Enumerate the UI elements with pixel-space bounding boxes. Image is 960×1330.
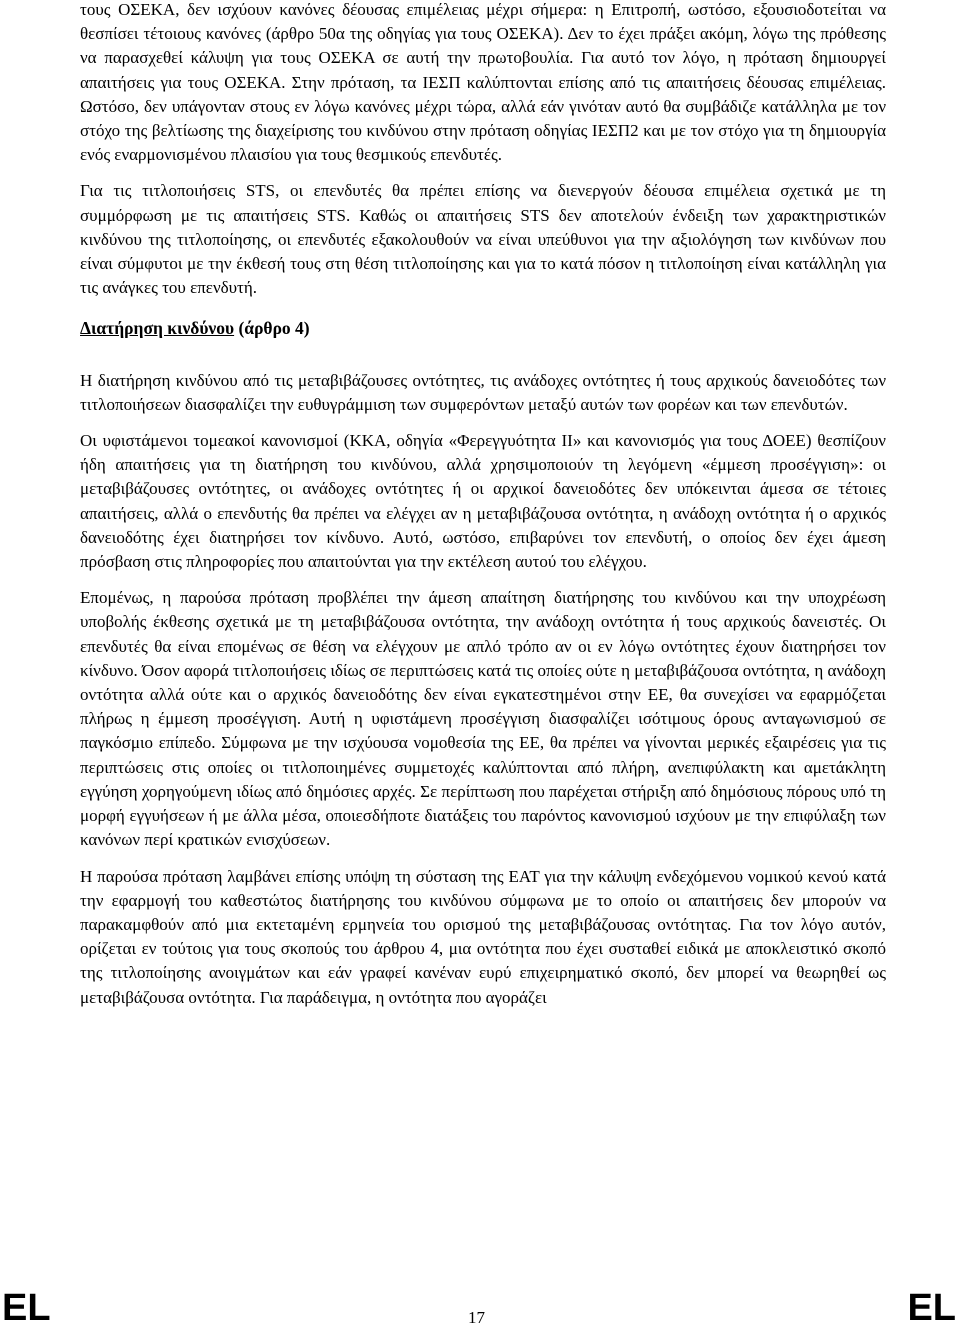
footer-language-right: EL xyxy=(907,1287,956,1329)
footer-language-left: EL xyxy=(2,1287,51,1329)
paragraph: Για τις τιτλοποιήσεις STS, οι επενδυτές θα πρέπει επίσης να διενεργούν δέουσα επιμέλεια σχετικά με τη συμμόρφωση με τις απαιτήσεις STS. Καθώς οι απαιτήσεις STS δεν αποτελούν ένδειξη των χαρακτηριστικών κινδύνου της τιτλοποίησης, οι επενδυτές εξακολουθούν να είναι υπεύθυνοι για την αξιολόγηση των κινδύνων που είναι σύμφυτοι με την έκθεσή τους στη θέση τιτλοποίησης και για το κατά πόσον η τιτλοποίηση είναι κατάλληλη για τις ανάγκες του επενδυτή. xyxy=(80,181,886,298)
paragraph: Η διατήρηση κινδύνου από τις μεταβιβάζουσες οντότητες, τις ανάδοχες οντότητες ή τους αρχικούς δανειοδότες των τιτλοποιήσεων διασφαλίζει την ευθυγράμμιση των συμφερόντων μεταξύ αυτών των φορέων και των επενδυτών. xyxy=(80,370,886,414)
section-heading-title: Διατήρηση κινδύνου xyxy=(80,318,235,339)
paragraph: Οι υφιστάμενοι τομεακοί κανονισμοί (ΚΚΑ, οδηγία «Φερεγγυότητα ΙΙ» και κανονισμός για τους ΔΟΕΕ) θεσπίζουν ήδη απαιτήσεις για τη διατήρηση του κινδύνου, αλλά χρησιμοποιούν τη λεγόμενη «έμμεση προσέγγιση»: οι μεταβιβάζουσες οντότητες, οι ανάδοχες οντότητες ή οι αρχικοί δανειοδότες δεν υπόκεινται άμεσα σε τέτοιες απαιτήσεις, αλλά ο επενδυτής θα πρέπει να ελέγχει αν η μεταβιβάζουσα οντότητα, η ανάδοχη οντότητα ή ο αρχικός δανειοδότης έχει διατηρήσει τον κίνδυνο. Αυτό, ωστόσο, επιβαρύνει τον επενδυτή, ο οποίος δεν έχει άμεση πρόσβαση στις πληροφορίες που απαιτούνται για την εκτέλεση αυτού του ελέγχου. xyxy=(80,431,886,572)
paragraph: Η παρούσα πρόταση λαμβάνει επίσης υπόψη τη σύσταση της ΕΑΤ για την κάλυψη ενδεχόμενου νομικού κενού κατά την εφαρμογή του καθεστώτος διατήρησης του κινδύνου σύμφωνα με το οποίο οι απαιτήσεις δεν μπορούν να παρακαμφθούν από μια εκτεταμένη ερμηνεία του ορισμού της μεταβιβάζουσας οντότητας. Για τον λόγο αυτόν, ορίζεται εν τούτοις για τους σκοπούς του άρθρου 4, μια οντότητα που έχει συσταθεί ειδικά με αποκλειστικό σκοπό της τιτλοποίησης ανοιγμάτων και εάν γραφεί κανέναν ευρύ επιχειρηματικό σκοπό, δεν μπορεί να θεωρηθεί ως μεταβιβάζουσα οντότητα. Για παράδειγμα, η οντότητα που αγοράζει xyxy=(80,866,886,1007)
section-heading xyxy=(80,316,886,340)
document-body xyxy=(80,0,886,1022)
paragraph: τους ΟΣΕΚΑ, δεν ισχύουν κανόνες δέουσας επιμέλειας μέχρι σήμερα: η Επιτροπή, ωστόσο, εξουσιοδοτείται να θεσπίσει τέτοιους κανόνες (άρθρο 50α της οδηγίας για τους ΟΣΕΚΑ). Δεν το έχει πράξει ακόμη, λόγω της πρόθεσης να παρασχεθεί κάλυψη για τους ΟΣΕΚΑ σε αυτή την πρωτοβουλία. Για αυτό τον λόγο, η πρόταση δημιουργεί απαιτήσεις για τους ΟΣΕΚΑ. Στην πρόταση, τα ΙΕΣΠ καλύπτονται επίσης από τις απαιτήσεις δέουσας επιμέλειας. Ωστόσο, δεν υπάγονταν στους εν λόγω κανόνες μέχρι τώρα, αλλά εάν γινόταν αυτό θα συμβάδιζε κατάλληλα με τον στόχο της βελτίωσης της διαχείρισης του κινδύνου στην πρόταση οδηγίας ΙΕΣΠ2 και με τον στόχο για τη δημιουργία ενός εναρμονισμένου πλαισίου για τους θεσμικούς επενδυτές. xyxy=(80,0,886,165)
section-heading-article: (άρθρο 4) xyxy=(234,318,310,339)
paragraph: Επομένως, η παρούσα πρόταση προβλέπει την άμεση απαίτηση διατήρησης του κινδύνου και την υποχρέωση υποβολής έκθεσης σχετικά με τη μεταβιβάζουσα οντότητα, την ανάδοχη οντότητα ή τους αρχικούς δανειστές. Οι επενδυτές θα είναι επομένως σε θέση να ελέγχουν με απλό τρόπο αν οι εν λόγω οντότητες έχουν διατηρήσει τον κίνδυνο. Όσον αφορά τιτλοποιήσεις ιδίως σε περιπτώσεις κατά τις οποίες ούτε η μεταβιβάζουσα οντότητα, η ανάδοχη οντότητα αλλά ούτε και ο αρχικός δανειοδότης δεν είναι εγκατεστημένοι στην ΕΕ, θα συνεχίσει να εφαρμόζεται πλήρως η έμμεση προσέγγιση. Αυτή η υφιστάμενη προσέγγιση διασφαλίζει ισότιμους όρους ανταγωνισμού σε παγκόσμιο επίπεδο. Σύμφωνα με την ισχύουσα νομοθεσία της ΕΕ, θα πρέπει να γίνονται μερικές εξαιρέσεις για τις περιπτώσεις στις οποίες οι τιτλοποιημένες συμμετοχές καλύπτονται από πλήρη, ανεπιφύλακτη και αμετάκλητη εγγύηση χορηγούμενη ιδίως από δημόσιες αρχές. Σε περίπτωση που παρέχεται στήριξη από δημόσιους πόρους υπό τη μορφή εγγυήσεων ή με άλλα μέσα, οποιεσδήποτε διατάξεις του παρόντος κανονισμού ισχύουν με την επιφύλαξη των κανόνων περί κρατικών ενισχύσεων. xyxy=(80,588,886,850)
page-number: 17 xyxy=(468,1308,485,1327)
